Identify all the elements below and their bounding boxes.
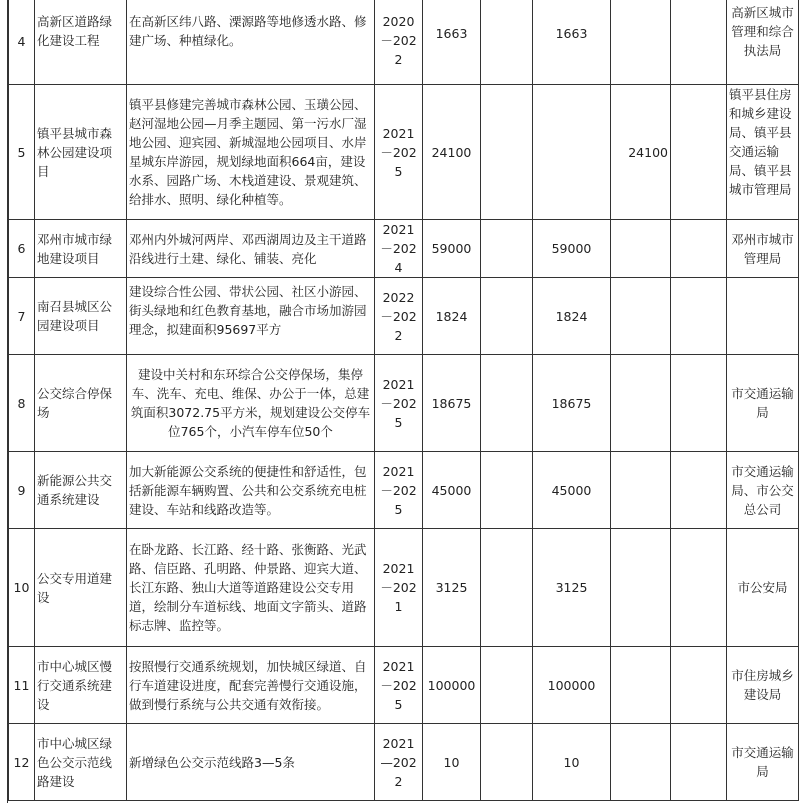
investment-cell xyxy=(611,529,671,647)
total-investment: 45000 xyxy=(423,452,481,529)
table-row xyxy=(9,85,799,220)
investment-cell xyxy=(481,529,533,647)
responsible-department: 市交通运输局 xyxy=(727,724,799,801)
total-investment: 1824 xyxy=(423,278,481,355)
investment-cell: 45000 xyxy=(533,452,611,529)
table-row xyxy=(9,220,799,278)
total-investment: 59000 xyxy=(423,220,481,278)
table-row xyxy=(9,0,799,85)
row-number: 10 xyxy=(9,529,35,647)
investment-cell xyxy=(671,724,727,801)
table-row xyxy=(9,452,799,529)
row-number: 8 xyxy=(9,355,35,452)
investment-cell xyxy=(611,452,671,529)
project-name: 南召县城区公园建设项目 xyxy=(35,278,127,355)
project-period: 2021－2025 xyxy=(375,452,423,529)
investment-cell xyxy=(671,647,727,724)
row-number: 12 xyxy=(9,724,35,801)
project-name: 市中心城区慢行交通系统建设 xyxy=(35,647,127,724)
investment-cell xyxy=(481,220,533,278)
responsible-department: 市交通运输局 xyxy=(727,355,799,452)
investment-cell xyxy=(481,0,533,85)
project-name: 新能源公共交通系统建设 xyxy=(35,452,127,529)
investment-cell xyxy=(611,278,671,355)
investment-cell xyxy=(611,0,671,85)
responsible-department: 镇平县住房和城乡建设局、镇平县交通运输局、镇平县城市管理局 xyxy=(727,85,799,220)
row-number: 4 xyxy=(9,0,35,85)
project-period: 2021—2022 xyxy=(375,724,423,801)
investment-cell xyxy=(671,220,727,278)
project-content: 建设中关村和东环综合公交停保场，集停车、洗车、充电、维保、办公于一体，总建筑面积3072.75平方米，规划建设公交停车位765个，小汽车停车位50个 xyxy=(127,355,375,452)
total-investment: 3125 xyxy=(423,529,481,647)
project-content: 镇平县修建完善城市森林公园、玉璜公园、赵河湿地公园—月季主题园、第一污水厂湿地公园、迎宾园、新城湿地公园项目、水岸星城东岸游园，规划绿地面积664亩，建设水系、园路广场、木栈道建设、景观建筑、给排水、照明、绿化种植等。 xyxy=(127,85,375,220)
project-name: 市中心城区绿色公交示范线路建设 xyxy=(35,724,127,801)
responsible-department: 邓州市城市管理局 xyxy=(727,220,799,278)
investment-cell xyxy=(611,355,671,452)
investment-cell: 24100 xyxy=(611,85,671,220)
investment-cell: 10 xyxy=(533,724,611,801)
investment-cell: 3125 xyxy=(533,529,611,647)
investment-cell xyxy=(671,452,727,529)
page-left-border xyxy=(7,0,8,803)
total-investment: 1663 xyxy=(423,0,481,85)
project-name: 镇平县城市森林公园建设项目 xyxy=(35,85,127,220)
project-content: 建设综合性公园、带状公园、社区小游园、街头绿地和红色教育基地，融合市场加游园理念，拟建面积95697平方 xyxy=(127,278,375,355)
investment-cell xyxy=(481,278,533,355)
investment-cell: 1824 xyxy=(533,278,611,355)
responsible-department: 市交通运输局、市公交总公司 xyxy=(727,452,799,529)
table-row xyxy=(9,647,799,724)
project-name: 公交专用道建设 xyxy=(35,529,127,647)
investment-cell: 18675 xyxy=(533,355,611,452)
investment-cell xyxy=(481,85,533,220)
project-period: 2021－2024 xyxy=(375,220,423,278)
row-number: 5 xyxy=(9,85,35,220)
project-period: 2022－2022 xyxy=(375,278,423,355)
row-number: 6 xyxy=(9,220,35,278)
investment-cell: 59000 xyxy=(533,220,611,278)
total-investment: 18675 xyxy=(423,355,481,452)
total-investment: 24100 xyxy=(423,85,481,220)
project-content: 邓州内外城河两岸、邓西湖周边及主干道路沿线进行土建、绿化、铺装、亮化 xyxy=(127,220,375,278)
table-row xyxy=(9,529,799,647)
project-content: 新增绿色公交示范线路3—5条 xyxy=(127,724,375,801)
investment-cell xyxy=(481,355,533,452)
project-period: 2021－2025 xyxy=(375,355,423,452)
project-content: 按照慢行交通系统规划，加快城区绿道、自行车道建设进度，配套完善慢行交通设施，做到慢行系统与公共交通有效衔接。 xyxy=(127,647,375,724)
table-row xyxy=(9,278,799,355)
investment-cell: 100000 xyxy=(533,647,611,724)
investment-cell xyxy=(533,85,611,220)
table-row xyxy=(9,355,799,452)
row-number: 11 xyxy=(9,647,35,724)
responsible-department: 市住房城乡建设局 xyxy=(727,647,799,724)
project-period: 2021－2021 xyxy=(375,529,423,647)
project-period: 2020－2022 xyxy=(375,0,423,85)
row-number: 7 xyxy=(9,278,35,355)
investment-cell xyxy=(671,278,727,355)
investment-cell xyxy=(611,647,671,724)
investment-cell xyxy=(611,220,671,278)
project-content: 在卧龙路、长江路、经十路、张衡路、光武路、信臣路、孔明路、仲景路、迎宾大道、长江东路、独山大道等道路建设公交专用道，绘制分车道标线、地面文字箭头、道路标志牌、监控等。 xyxy=(127,529,375,647)
project-content: 在高新区纬八路、溧源路等地修透水路、修建广场、种植绿化。 xyxy=(127,0,375,85)
investment-cell xyxy=(671,355,727,452)
investment-cell xyxy=(481,724,533,801)
project-name: 公交综合停保场 xyxy=(35,355,127,452)
table-row xyxy=(9,724,799,801)
responsible-department: 高新区城市管理和综合执法局 xyxy=(727,0,799,85)
responsible-department xyxy=(727,278,799,355)
investment-cell xyxy=(671,529,727,647)
project-table xyxy=(8,0,799,801)
investment-cell xyxy=(481,647,533,724)
total-investment: 100000 xyxy=(423,647,481,724)
project-name: 高新区道路绿化建设工程 xyxy=(35,0,127,85)
investment-cell xyxy=(671,85,727,220)
investment-cell xyxy=(611,724,671,801)
project-period: 2021－2025 xyxy=(375,647,423,724)
project-content: 加大新能源公交系统的便捷性和舒适性，包括新能源车辆购置、公共和公交系统充电桩建设、车站和线路改造等。 xyxy=(127,452,375,529)
row-number: 9 xyxy=(9,452,35,529)
project-name: 邓州市城市绿地建设项目 xyxy=(35,220,127,278)
responsible-department: 市公安局 xyxy=(727,529,799,647)
investment-cell xyxy=(671,0,727,85)
investment-cell xyxy=(481,452,533,529)
project-period: 2021－2025 xyxy=(375,85,423,220)
investment-cell: 1663 xyxy=(533,0,611,85)
total-investment: 10 xyxy=(423,724,481,801)
